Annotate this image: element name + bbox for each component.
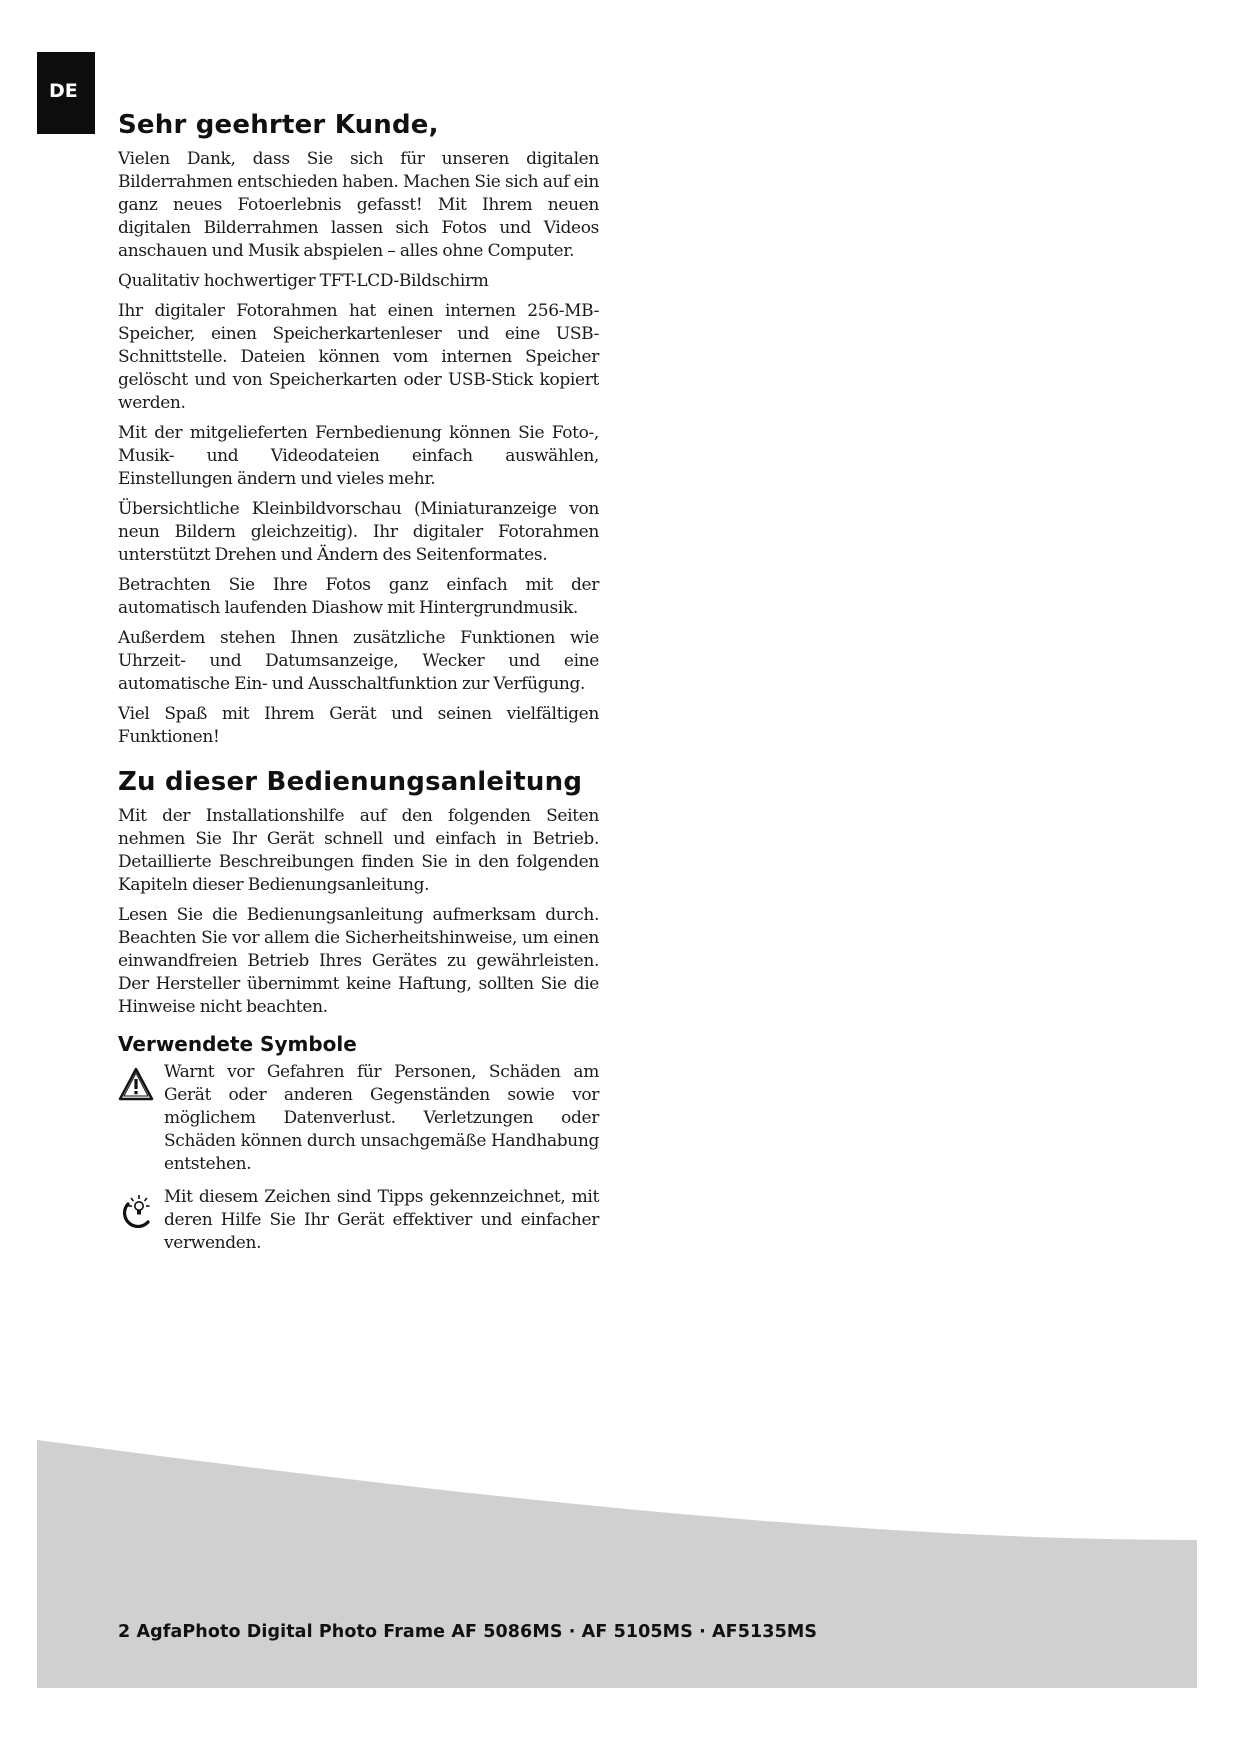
warning-symbol-row xyxy=(118,1061,599,1176)
read-carefully-paragraph: Lesen Sie die Bedienungsanleitung aufmerksam durch. Beachten Sie vor allem die Sicherheitshinweise, um einen einwandfreien Betrieb Ihres Gerätes zu gewährleisten. Der Hersteller übernimmt keine Haftung, sollten Sie die Hinweise nicht beachten. xyxy=(118,905,599,1017)
footer-band xyxy=(37,1440,1197,1688)
warning-triangle-icon xyxy=(118,1061,154,1105)
installation-paragraph: Mit der Installationshilfe auf den folgenden Seiten nehmen Sie Ihr Gerät schnell und einfach in Betrieb. Detaillierte Beschreibungen finden Sie in den folgenden Kapiteln dieser Bedienungsanleitung. xyxy=(118,806,599,895)
page-number: 2 xyxy=(118,1622,131,1642)
slideshow-paragraph: Betrachten Sie Ihre Fotos ganz einfach mit der automatisch laufenden Diashow mit Hintergrundmusik. xyxy=(118,575,599,618)
warning-symbol-text: Warnt vor Gefahren für Personen, Schäden am Gerät oder anderen Gegenständen sowie vor möglichem Datenverlust. Verletzungen oder Schäden können durch unsachgemäße Handhabung entstehen. xyxy=(164,1062,599,1174)
manual-heading: Zu dieser Bedienungsanleitung xyxy=(118,767,583,797)
footer-band-shape xyxy=(37,1440,1197,1688)
intro-paragraph: Vielen Dank, dass Sie sich für unseren digitalen Bilderrahmen entschieden haben. Machen Sie sich auf ein ganz neues Fotoerlebnis gefasst! Mit Ihrem neuen digitalen Bilderrahmen lassen sich Fotos und Videos anschauen und Musik abspielen – alles ohne Computer. xyxy=(118,149,599,261)
tip-symbol-text: Mit diesem Zeichen sind Tipps gekennzeichnet, mit deren Hilfe Sie Ihr Gerät effektiver und einfacher verwenden. xyxy=(164,1187,599,1253)
greeting-heading: Sehr geehrter Kunde, xyxy=(118,110,439,140)
symbols-heading: Verwendete Symbole xyxy=(118,1032,357,1056)
enjoy-paragraph: Viel Spaß mit Ihrem Gerät und seinen vielfältigen Funktionen! xyxy=(118,704,599,747)
main-content xyxy=(118,108,599,1265)
remote-paragraph: Mit der mitgelieferten Fernbedienung können Sie Foto-, Musik- und Videodateien einfach auswählen, Einstellungen ändern und vieles mehr. xyxy=(118,423,599,489)
thumbnail-paragraph: Übersichtliche Kleinbildvorschau (Miniaturanzeige von neun Bildern gleichzeitig). Ihr digitaler Fotorahmen unterstützt Drehen und Ändern des Seitenformates. xyxy=(118,499,599,565)
memory-paragraph: Ihr digitaler Fotorahmen hat einen internen 256-MB-Speicher, einen Speicherkartenleser und eine USB-Schnittstelle. Dateien können vom internen Speicher gelöscht und von Speicherkarten oder USB-Stick kopiert werden. xyxy=(118,301,599,413)
functions-paragraph: Außerdem stehen Ihnen zusätzliche Funktionen wie Uhrzeit- und Datumsanzeige, Wecker und eine automatische Ein- und Ausschaltfunktion zur Verfügung. xyxy=(118,628,599,694)
page-footer xyxy=(118,1622,817,1642)
tip-lightbulb-icon xyxy=(118,1186,154,1232)
display-paragraph: Qualitativ hochwertiger TFT-LCD-Bildschirm xyxy=(118,271,489,291)
tip-symbol-row xyxy=(118,1186,599,1255)
footer-title: AgfaPhoto Digital Photo Frame AF 5086MS · AF 5105MS · AF5135MS xyxy=(136,1622,818,1642)
language-tab: DE xyxy=(37,52,95,134)
